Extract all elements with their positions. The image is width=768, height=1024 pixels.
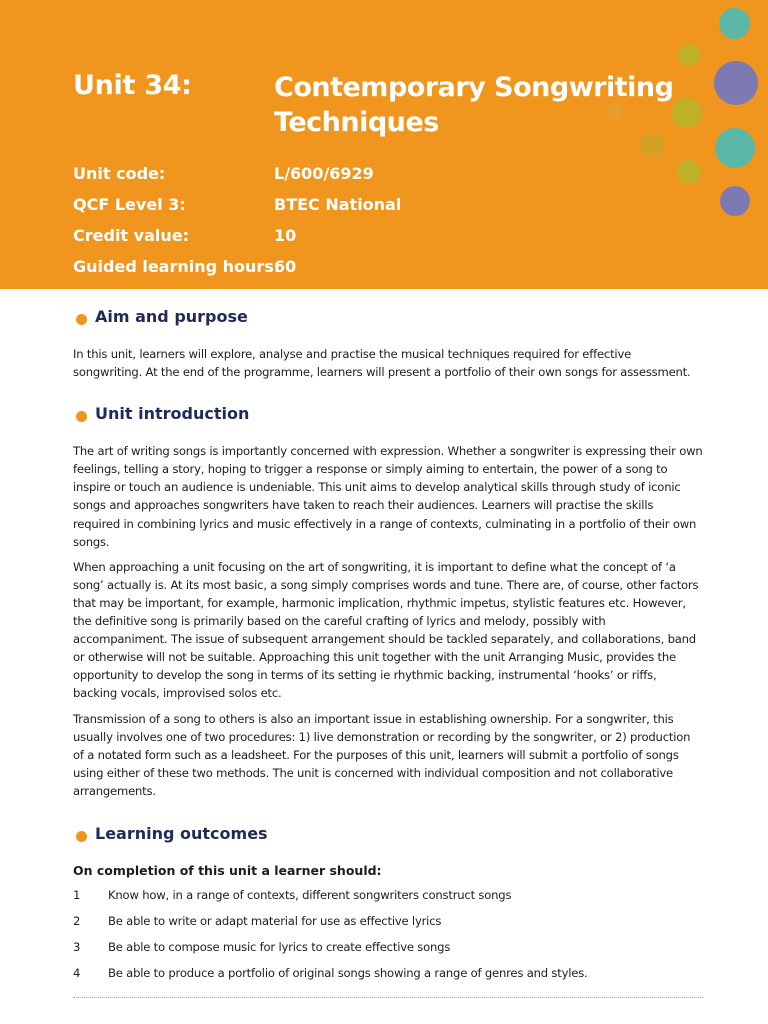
section-heading-text: Learning outcomes [95,823,268,843]
heading-bullet-icon [76,314,87,325]
unit-header-banner [0,0,768,289]
outcome-item [73,940,703,966]
section-heading-introduction [73,404,703,423]
intro-paragraph: Transmission of a song to others is also an important issue in establishing ownership. For a songwriter, this usually involves one of two procedures: 1) live demonstration or recording by the songwriter, or 2) production of a notated form such as a leadsheet. For the purposes of this unit, learners will submit a portfolio of songs using either of these two methods. The unit is concerned with individual composition and not collaborative arrangements. [73,711,691,798]
meta-value: 60 [274,257,297,276]
section-heading-outcomes [73,824,703,843]
outcome-text: Be able to compose music for lyrics to create effective songs [108,939,451,954]
decorative-dot-green [678,44,700,66]
meta-label: Credit value: [73,226,189,245]
section-heading-text: Unit introduction [95,404,250,424]
footer-divider [73,997,703,998]
outcome-text: Be able to write or adapt material for use as effective lyrics [108,913,442,928]
outcome-item [73,966,703,992]
outcome-number: 3 [73,939,81,954]
meta-label: QCF Level 3: [73,195,186,214]
decorative-dot-purple [720,186,750,216]
heading-bullet-icon [76,411,87,422]
decorative-dot-teal [719,8,750,39]
outcomes-lead: On completion of this unit a learner should: [73,862,382,878]
unit-number: Unit 34: [73,70,192,101]
decorative-dots [0,0,768,289]
intro-paragraph: When approaching a unit focusing on the art of songwriting, it is important to define what the concept of ‘a song’ actually is. At its most basic, a song simply comprises words and tune. There are, of course, other factors that may be important, for example, harmonic implication, rhythmic impetus, stylistic features etc. However, the definitive song is primarily based on the careful crafting of lyrics and melody, possibly with accompaniment. The issue of subsequent arrangement should be tackled separately, and collaborations, band or otherwise will not be suitable. Approaching this unit together with the unit Arranging Music, provides the opportunity to develop the song in terms of its setting ie rhythmic backing, instrumental ‘hooks’ or riffs, backing vocals, improvised solos etc. [73,559,699,701]
decorative-dot-purple [714,61,758,105]
outcome-number: 4 [73,965,81,980]
section-heading-text: Aim and purpose [95,307,248,326]
unit-title: Contemporary Songwriting Techniques [274,72,674,138]
meta-value: BTEC National [274,195,402,214]
meta-value: L/600/6929 [274,164,374,183]
meta-label: Guided learning hours: [73,257,281,276]
decorative-dot-green [677,160,701,184]
outcome-item [73,914,703,940]
heading-bullet-icon [76,831,87,842]
outcome-item [73,888,703,914]
aim-paragraph: In this unit, learners will explore, analyse and practise the musical techniques required for effective songwriting. At the end of the programme, learners will present a portfolio of their own songs for assessment. [73,347,691,380]
outcome-text: Be able to produce a portfolio of original songs showing a range of genres and styles. [108,965,588,980]
outcome-text: Know how, in a range of contexts, different songwriters construct songs [108,887,512,902]
meta-value: 10 [274,226,297,245]
outcome-number: 2 [73,913,81,928]
unit-content [73,300,703,992]
section-heading-aim [73,307,703,326]
meta-label: Unit code: [73,164,166,183]
outcome-number: 1 [73,887,81,902]
decorative-dot-teal [715,128,755,168]
intro-paragraph: The art of writing songs is importantly concerned with expression. Whether a songwriter is expressing their own feelings, telling a story, hoping to trigger a response or simply aiming to entertain, the power of a song to inspire or touch an audience is undeniable. This unit aims to develop analytical skills through study of iconic songs and approaches songwriters have taken to reach their audiences. Learners will practise the skills required in combining lyrics and music effectively in a range of contexts, culminating in a portfolio of their own songs. [73,444,703,549]
